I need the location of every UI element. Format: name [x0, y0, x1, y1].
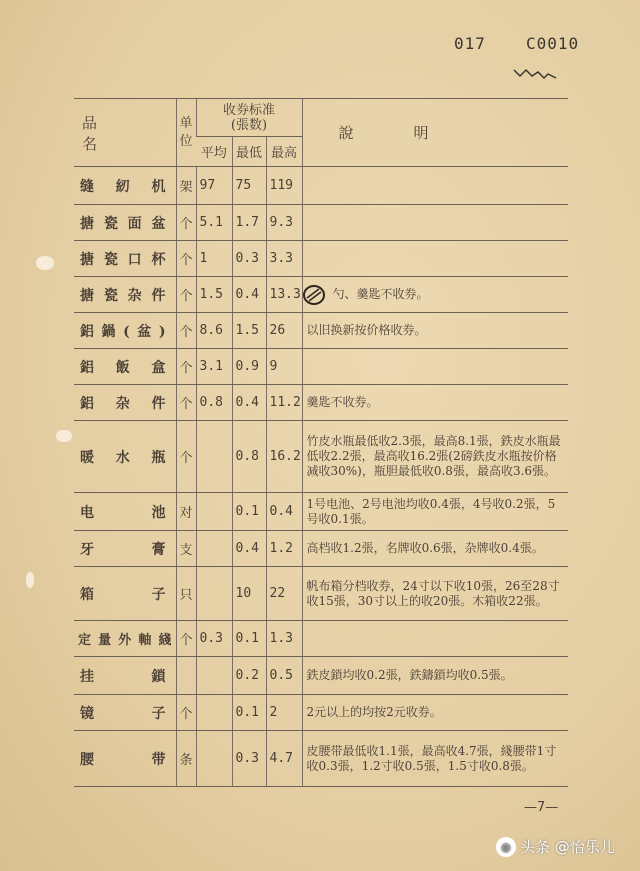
item-min: 0.8 — [232, 421, 266, 493]
item-avg — [196, 567, 232, 621]
item-note: 鉄皮鎖均收0.2張，鉄鑄鎖均收0.5張。 — [302, 657, 568, 695]
header-notes: 說明 — [302, 99, 568, 167]
table-row — [74, 205, 568, 241]
item-max: 26 — [266, 313, 302, 349]
item-max: 0.5 — [266, 657, 302, 695]
item-name: 鋁鍋(盆) — [74, 313, 176, 349]
paper-damage — [56, 430, 72, 442]
item-min: 0.9 — [232, 349, 266, 385]
table-row — [74, 385, 568, 421]
item-name: 箱子 — [74, 567, 176, 621]
item-note: 羹匙不收券。 — [302, 385, 568, 421]
item-min: 1.5 — [232, 313, 266, 349]
item-max: 22 — [266, 567, 302, 621]
item-avg — [196, 695, 232, 731]
item-max: 4.7 — [266, 731, 302, 787]
item-name: 缝紉机 — [74, 167, 176, 205]
item-name: 镜子 — [74, 695, 176, 731]
item-unit: 个 — [176, 385, 196, 421]
item-name: 定量外軸綫 — [74, 621, 176, 657]
item-unit: 个 — [176, 621, 196, 657]
item-avg: 8.6 — [196, 313, 232, 349]
item-min: 0.1 — [232, 621, 266, 657]
item-unit: 个 — [176, 313, 196, 349]
item-note: 帆布箱分档收券，24寸以下收10張，26至28寸收15張，30寸以上的收20張。木箱收22張。 — [302, 567, 568, 621]
coupon-standard-table — [74, 98, 568, 787]
item-min: 1.7 — [232, 205, 266, 241]
item-note: 皮腰带最低收1.1張，最高收4.7張，綫腰带1寸收0.3張，1.2寸收0.5張，1.5寸收0.8張。 — [302, 731, 568, 787]
item-name: 电池 — [74, 493, 176, 531]
header-item-name: 品名 — [74, 99, 176, 167]
header-standard — [196, 99, 302, 137]
table-row — [74, 621, 568, 657]
item-unit: 个 — [176, 421, 196, 493]
item-unit: 个 — [176, 695, 196, 731]
item-min: 10 — [232, 567, 266, 621]
item-unit: 架 — [176, 167, 196, 205]
item-min: 0.2 — [232, 657, 266, 695]
item-avg — [196, 657, 232, 695]
item-min: 0.1 — [232, 493, 266, 531]
item-note: 以旧换新按价格收券。 — [302, 313, 568, 349]
item-name: 搪瓷口杯 — [74, 241, 176, 277]
item-note: 1号电池、2号电池均收0.4張，4号收0.2張，5号收0.1張。 — [302, 493, 568, 531]
watermark — [496, 836, 615, 857]
item-min: 0.4 — [232, 385, 266, 421]
item-unit — [176, 657, 196, 695]
header-standard-unit: (張数) — [230, 117, 268, 133]
item-max: 16.2 — [266, 421, 302, 493]
item-unit: 个 — [176, 349, 196, 385]
item-unit: 对 — [176, 493, 196, 531]
item-max: 3.3 — [266, 241, 302, 277]
item-max: 0.4 — [266, 493, 302, 531]
table-row — [74, 313, 568, 349]
item-max: 11.2 — [266, 385, 302, 421]
header-min: 最低 — [232, 137, 266, 167]
item-note: 竹皮水瓶最低收2.3張，最高8.1張，鉄皮水瓶最低收2.2張，最高收16.2張(2磅鉄皮水瓶按价格减收30%)，瓶胆最低收0.8張，最高收3.6張。 — [302, 421, 568, 493]
item-max: 1.3 — [266, 621, 302, 657]
item-name: 牙膏 — [74, 531, 176, 567]
header-unit — [176, 99, 196, 167]
item-max: 9.3 — [266, 205, 302, 241]
document-serial: C0010 — [526, 34, 580, 53]
item-unit: 只 — [176, 567, 196, 621]
item-name: 搪瓷面盆 — [74, 205, 176, 241]
item-note: 勺、羹匙不收券。 — [302, 277, 568, 313]
item-name: 鋁杂件 — [74, 385, 176, 421]
item-max: 1.2 — [266, 531, 302, 567]
table-row — [74, 493, 568, 531]
item-unit: 个 — [176, 277, 196, 313]
item-unit: 条 — [176, 731, 196, 787]
item-min: 0.4 — [232, 277, 266, 313]
item-name: 暖水瓶 — [74, 421, 176, 493]
item-min: 0.3 — [232, 731, 266, 787]
paper-damage — [36, 256, 54, 270]
item-avg — [196, 531, 232, 567]
item-note — [302, 205, 568, 241]
item-avg — [196, 493, 232, 531]
table-row — [74, 241, 568, 277]
item-unit: 个 — [176, 241, 196, 277]
table-row — [74, 657, 568, 695]
item-avg: 0.3 — [196, 621, 232, 657]
item-max: 9 — [266, 349, 302, 385]
header-unit-bottom: 位 — [179, 133, 193, 149]
item-note — [302, 241, 568, 277]
item-avg: 3.1 — [196, 349, 232, 385]
item-note: 高档收1.2張，名牌收0.6張，杂牌收0.4張。 — [302, 531, 568, 567]
page-number: —7— — [524, 800, 559, 815]
item-name: 腰带 — [74, 731, 176, 787]
item-max: 119 — [266, 167, 302, 205]
item-avg: 0.8 — [196, 385, 232, 421]
item-unit: 支 — [176, 531, 196, 567]
item-note — [302, 621, 568, 657]
table-row — [74, 531, 568, 567]
table-row — [74, 567, 568, 621]
item-unit: 个 — [176, 205, 196, 241]
chat-bubble-icon: ◉ — [496, 837, 516, 857]
ink-blot-mark — [302, 284, 326, 306]
item-min: 0.1 — [232, 695, 266, 731]
header-avg: 平均 — [196, 137, 232, 167]
item-avg: 1 — [196, 241, 232, 277]
item-avg — [196, 731, 232, 787]
item-note — [302, 167, 568, 205]
paper-damage — [26, 572, 34, 588]
item-name: 挂鎖 — [74, 657, 176, 695]
header-max: 最高 — [266, 137, 302, 167]
table-row — [74, 167, 568, 205]
item-note — [302, 349, 568, 385]
item-max: 2 — [266, 695, 302, 731]
item-avg — [196, 421, 232, 493]
item-avg: 1.5 — [196, 277, 232, 313]
table-row — [74, 349, 568, 385]
item-avg: 5.1 — [196, 205, 232, 241]
item-min: 0.3 — [232, 241, 266, 277]
document-number: 017 — [454, 34, 486, 53]
header-standard-title: 收券标准 — [222, 102, 275, 118]
table-row — [74, 421, 568, 493]
item-max: 13.3 — [266, 277, 302, 313]
handwritten-mark — [512, 62, 562, 82]
item-name: 鋁飯盒 — [74, 349, 176, 385]
watermark-text: 头条 @怡乐儿 — [520, 838, 615, 856]
item-min: 75 — [232, 167, 266, 205]
table-row — [74, 731, 568, 787]
table-row — [74, 695, 568, 731]
item-min: 0.4 — [232, 531, 266, 567]
item-avg: 97 — [196, 167, 232, 205]
header-unit-top: 单 — [179, 115, 193, 131]
item-name: 搪瓷杂件 — [74, 277, 176, 313]
item-note: 2元以上的均按2元收券。 — [302, 695, 568, 731]
